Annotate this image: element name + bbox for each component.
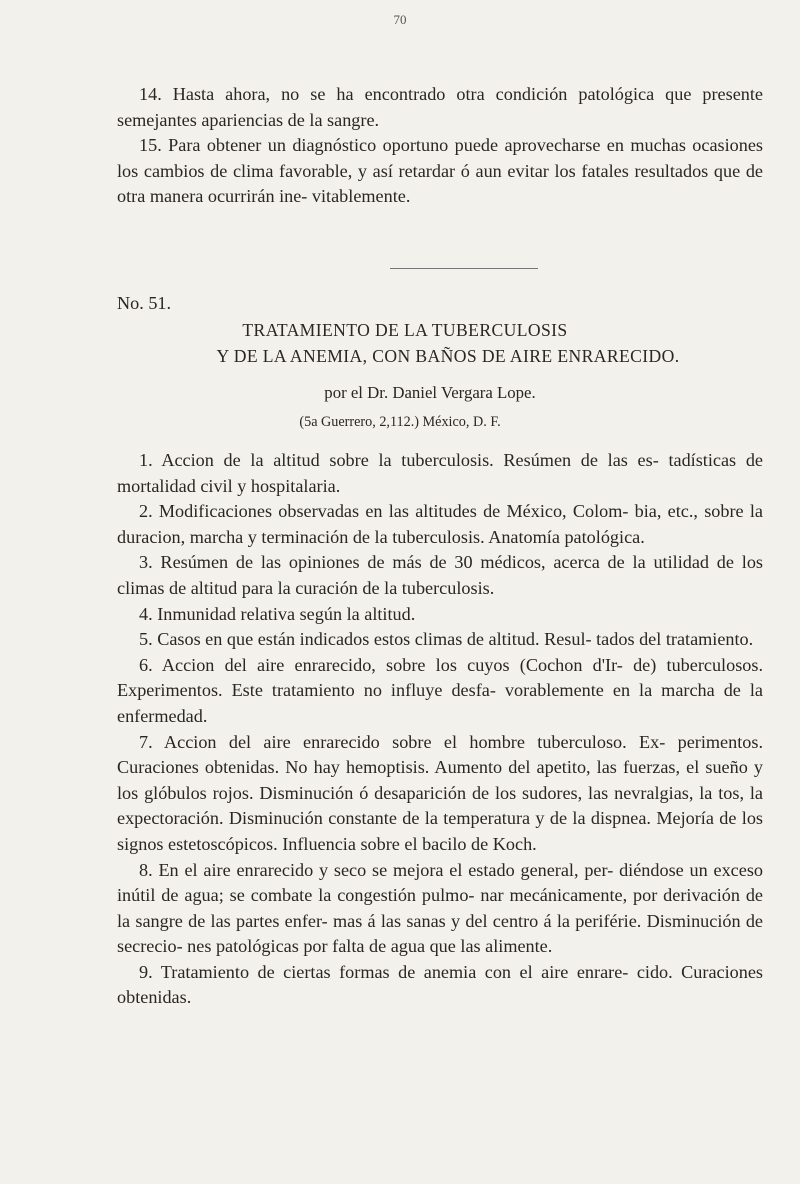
- list-item: 6. Accion del aire enrarecido, sobre los cuyos (Cochon d'Ir- de) tuberculosos. Experimentos. Este tratamiento no influye desfa- vorablemente en la marcha de la enfermedad.: [117, 654, 763, 726]
- list-item: 1. Accion de la altitud sobre la tuberculosis. Resúmen de las es- tadísticas de mortalidad civil y hospitalaria.: [117, 450, 763, 496]
- section-separator: [390, 268, 538, 269]
- article-title-line-2: Y DE LA ANEMIA, CON BAÑOS DE AIRE ENRARECIDO.: [216, 346, 680, 366]
- page-number: 70: [393, 12, 407, 27]
- list-item: 4. Inmunidad relativa según la altitud.: [139, 603, 416, 624]
- list-item: 7. Accion del aire enrarecido sobre el hombre tuberculoso. Ex- perimentos. Curaciones obtenidas. No hay hemoptisis. Aumento del apetito, las fuerzas, el sueño y los glóbulos rojos. Disminución ó desaparición de los sudores, las nevralgias, la tos, la expectoración. Disminución constante de la temperatura y de la dispnea. Mejoría de los signos estetoscópicos. Influencia sobre el bacilo de Koch.: [117, 731, 763, 854]
- article-items: [117, 448, 763, 1011]
- intro-section: [117, 82, 763, 210]
- list-item: 9. Tratamiento de ciertas formas de anemia con el aire enrare- cido. Curaciones obtenidas.: [117, 961, 763, 1008]
- paragraph-14: 14. Hasta ahora, no se ha encontrado otra condición patológica que presente semejantes apariencias de la sangre.: [117, 84, 763, 130]
- article-title-line-1: TRATAMIENTO DE LA TUBERCULOSIS: [242, 320, 568, 340]
- article-address: (5a Guerrero, 2,112.) México, D. F.: [299, 414, 501, 430]
- list-item: 8. En el aire enrarecido y seco se mejora el estado general, per- diéndose un exceso inútil de agua; se combate la congestión pulmo- nar mecánicamente, por derivación de la sangre de las partes enfer- mas á las sanas y del centro á la periférie. Disminución de secrecio- nes patológicas por falta de agua que las alimente.: [117, 859, 763, 957]
- paragraph-15: 15. Para obtener un diagnóstico oportuno puede aprovecharse en muchas ocasiones los cambios de clima favorable, y así retardar ó aun evitar los fatales resultados que de otra manera ocurrirán ine- vitablemente.: [117, 135, 763, 207]
- list-item: 2. Modificaciones observadas en las altitudes de México, Colom- bia, etc., sobre la duracion, marcha y terminación de la tuberculosis. Anatomía patológica.: [117, 501, 763, 547]
- list-item: 5. Casos en que están indicados estos climas de altitud. Resul- tados del tratamiento.: [139, 629, 754, 650]
- article-author: por el Dr. Daniel Vergara Lope.: [324, 383, 536, 402]
- article-number: No. 51.: [117, 293, 172, 313]
- list-item: 3. Resúmen de las opiniones de más de 30 médicos, acerca de la utilidad de los climas de altitud para la curación de la tuberculosis.: [117, 552, 763, 598]
